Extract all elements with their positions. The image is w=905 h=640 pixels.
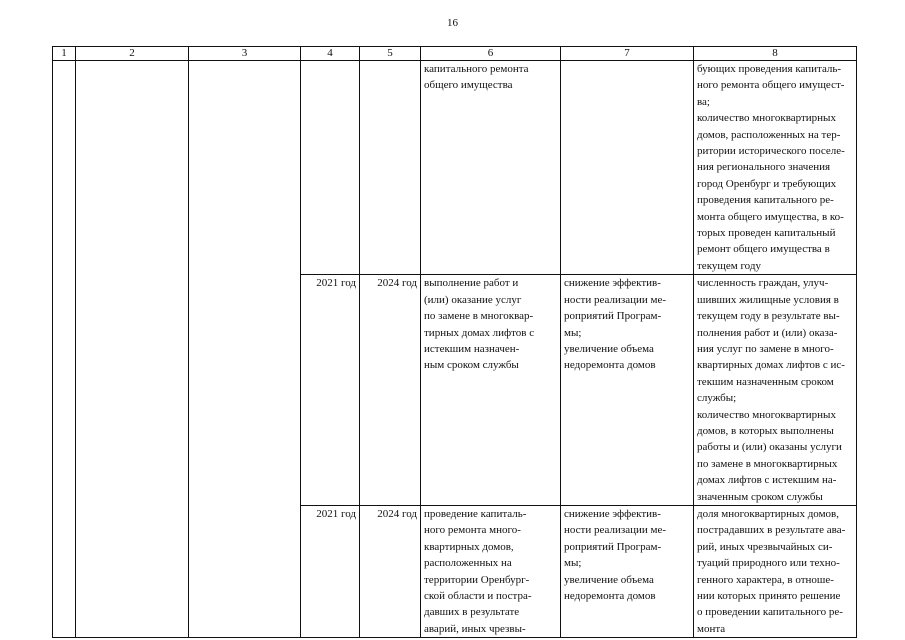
cell-end-year: [360, 61, 421, 275]
cell-indicator: [694, 505, 857, 637]
text-line: снижение эффектив-: [564, 507, 661, 520]
text-line: по замене в многоквартирных: [697, 457, 838, 470]
cell-end-year: 2024 год: [360, 505, 421, 637]
text-line: генного характера, в отноше-: [697, 573, 834, 586]
text-line: рий, иных чрезвычайных си-: [697, 540, 833, 553]
text-line: нии которых принято решение: [697, 590, 841, 602]
text-line: (или) оказание услуг: [424, 293, 522, 306]
text-line: выполнение работ и: [424, 277, 519, 290]
text-line: численность граждан, улуч-: [697, 277, 829, 290]
cell-indicator: [694, 61, 857, 275]
cell-number: [53, 61, 76, 638]
text-line: о проведении капитального ре-: [697, 606, 843, 619]
text-line: количество многоквартирных: [697, 112, 836, 125]
text-line: монта: [697, 622, 726, 635]
text-line: проведения капитального ре-: [697, 194, 834, 207]
text-line: туаций природного или техно-: [697, 557, 840, 570]
cell-start-year: 2021 год: [301, 505, 360, 637]
cell-responsible: [189, 61, 301, 638]
cell-task: [76, 61, 189, 638]
text-line: ности реализации ме-: [564, 293, 667, 306]
text-line: ния регионального значения: [697, 161, 831, 174]
cell-indicator: [694, 275, 857, 506]
text-line: недоремонта домов: [564, 359, 656, 372]
text-line: ва;: [697, 95, 710, 108]
text-line: значенным сроком службы: [697, 490, 823, 503]
header-cell: 1: [53, 47, 76, 61]
cell-event: [421, 275, 561, 506]
text-line: полнения работ и (или) оказа-: [697, 326, 838, 339]
text-line: ности реализации ме-: [564, 524, 667, 537]
header-cell: 8: [694, 47, 857, 61]
header-cell: 7: [561, 47, 694, 61]
text-line: работы и (или) оказаны услуги: [697, 441, 842, 454]
text-line: бующих проведения капиталь-: [697, 63, 842, 75]
text-line: ритории исторического поселе-: [697, 145, 845, 158]
text-line: текшим назначенным сроком: [697, 375, 834, 388]
text-line: тирных домах лифтов с: [424, 326, 535, 339]
text-line: службы;: [697, 392, 737, 405]
text-line: пострадавших в результате ава-: [697, 524, 846, 537]
header-cell: 5: [360, 47, 421, 61]
text-line: ремонт общего имущества в: [697, 243, 830, 256]
cell-event: [421, 61, 561, 275]
cell-consequence: [561, 505, 694, 637]
cell-start-year: 2021 год: [301, 275, 360, 506]
header-row: [53, 47, 857, 61]
text-line: ного ремонта много-: [424, 524, 521, 537]
header-cell: 4: [301, 47, 360, 61]
text-line: домах лифтов с истекшим на-: [697, 474, 837, 487]
text-line: расположенных на: [424, 557, 512, 570]
text-line: домов, в которых выполнены: [697, 424, 834, 437]
cell-consequence: [561, 61, 694, 275]
header-cell: 3: [189, 47, 301, 61]
table-row: [53, 61, 857, 275]
text-line: истекшим назначен-: [424, 342, 520, 355]
text-line: капитального ремонта: [424, 63, 529, 75]
text-line: увеличение объема: [564, 573, 654, 586]
cell-consequence: [561, 275, 694, 506]
text-line: монта общего имущества, в ко-: [697, 210, 844, 223]
page-number: 16: [447, 17, 458, 29]
cell-event: [421, 505, 561, 637]
text-line: квартирных домах лифтов с ис-: [697, 359, 845, 372]
text-line: недоремонта домов: [564, 590, 656, 602]
text-line: домов, расположенных на тер-: [697, 128, 841, 141]
text-line: ным сроком службы: [424, 359, 519, 372]
text-line: город Оренбург и требующих: [697, 177, 837, 190]
cell-start-year: [301, 61, 360, 275]
text-line: текущем году в результате вы-: [697, 310, 840, 323]
text-line: мы;: [564, 326, 582, 339]
header-cell: 2: [76, 47, 189, 61]
text-line: шивших жилищные условия в: [697, 293, 839, 306]
cell-end-year: 2024 год: [360, 275, 421, 506]
text-line: увеличение объема: [564, 342, 654, 355]
text-line: квартирных домов,: [424, 540, 514, 553]
text-line: роприятий Програм-: [564, 540, 662, 553]
text-line: аварий, иных чрезвы-: [424, 622, 526, 635]
text-line: роприятий Програм-: [564, 310, 662, 323]
program-table: [52, 46, 857, 638]
header-cell: 6: [421, 47, 561, 61]
text-line: ской области и постра-: [424, 590, 532, 602]
text-line: территории Оренбург-: [424, 573, 530, 586]
text-line: количество многоквартирных: [697, 408, 836, 421]
text-line: мы;: [564, 557, 582, 570]
text-line: доля многоквартирных домов,: [697, 507, 839, 520]
text-line: ния услуг по замене в много-: [697, 342, 834, 355]
text-line: проведение капиталь-: [424, 507, 527, 520]
text-line: снижение эффектив-: [564, 277, 661, 290]
text-line: давших в результате: [424, 606, 520, 619]
text-line: торых проведен капитальный: [697, 227, 836, 240]
text-line: текущем году: [697, 259, 761, 272]
text-line: по замене в многоквар-: [424, 310, 534, 323]
text-line: общего имущества: [424, 79, 513, 92]
text-line: ного ремонта общего имущест-: [697, 79, 845, 92]
